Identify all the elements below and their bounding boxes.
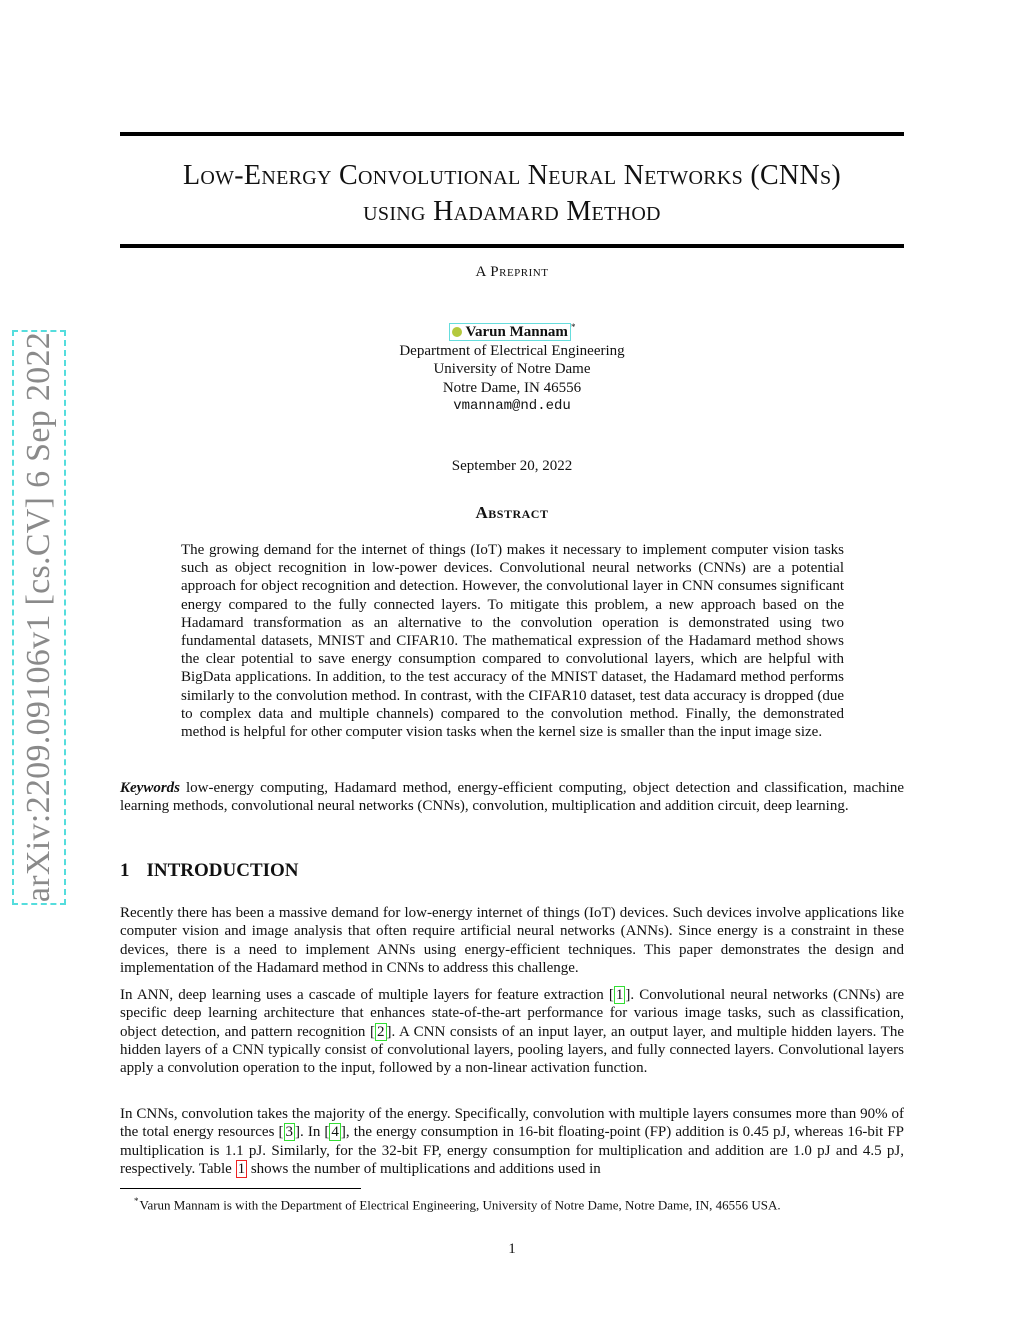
title-line-1: Low-Energy Convolutional Neural Networks (CNNs) <box>182 160 842 191</box>
author-block <box>0 318 1024 416</box>
paragraph-text: ], the energy consumption in 16-bit floating-point (FP) addition is 0.45 pJ, whereas 16-bit FP multiplication is 1.1 pJ. Similarly, for the 32-bit FP, energy consumption for multiplication and addition are 1.0 pJ and 4.5 pJ, respectively. Table <box>120 1124 904 1177</box>
keywords-label: Keywords <box>120 780 180 796</box>
intro-paragraph-3 <box>120 1105 904 1178</box>
title-top-rule <box>120 132 904 136</box>
paragraph-text: ]. A CNN consists of an input layer, an output layer, and multiple hidden layers. The hidden layers of a CNN typically consist of convolutional layers, pooling layers, and fully connected layers. Convolutional layers apply a convolution operation to the input, followed by a non-linear activation function. <box>120 1023 904 1077</box>
footnote-marker: * <box>134 1196 139 1206</box>
author-name: Varun Mannam <box>465 324 568 340</box>
author-footnote-marker[interactable]: * <box>570 322 576 332</box>
author-location: Notre Dame, IN 46556 <box>442 379 582 396</box>
footnote-rule <box>120 1188 361 1189</box>
paper-title <box>120 158 904 230</box>
preprint-label: A Preprint <box>475 264 549 280</box>
section-title: INTRODUCTION <box>146 860 299 881</box>
citation-link[interactable]: 4 <box>331 1124 339 1141</box>
author-email[interactable]: vmannam@nd.edu <box>453 398 571 414</box>
title-bottom-rule <box>120 244 904 248</box>
citation-link[interactable]: 2 <box>377 1023 385 1040</box>
section-heading <box>120 860 299 882</box>
intro-paragraph-2 <box>120 986 904 1077</box>
footnote <box>120 1193 920 1213</box>
intro-paragraph-1: Recently there has been a massive demand for low-energy internet of things (IoT) devices. Such devices involve applications like computer vision and image analysis that often require artificial neural networks (ANNs). Since energy is a constraint in these devices, there is a need to implement ANNs using energy-efficient techniques. This paper demonstrates the design and implementation of the Hadamard method in CNNs to address this challenge. <box>120 905 904 976</box>
paper-date: September 20, 2022 <box>451 458 573 474</box>
keywords-paragraph <box>120 779 904 815</box>
paragraph-text: shows the number of multiplications and additions used in <box>247 1160 601 1177</box>
abstract-text: The growing demand for the internet of things (IoT) makes it necessary to implement computer vision tasks such as object recognition in low-power devices. Convolutional neural networks (CNNs) are a potential approach for object recognition and detection. However, the convolutional layer in CNN consumes significant energy compared to the fully connected layers. To mitigate this problem, a new approach based on the Hadamard transformation as an alternative to the convolution operation is demonstrated using two fundamental datasets, MNIST and CIFAR10. The mathematical expression of the Hadamard method shows the clear potential to save energy consumption compared to convolutional layers, which are helpful with BigData applications. In addition, to the test accuracy of the MNIST dataset, the Hadamard method performs similarly to the convolution method. In contrast, with the CIFAR10 dataset, test data accuracy is dropped (due to complex data and multiple channels) compared to the convolution method. Finally, the demonstrated method is helpful for other computer vision tasks when the kernel size is smaller than the input image size. <box>181 542 844 741</box>
title-line-2: using Hadamard Method <box>363 196 661 227</box>
table-reference-link[interactable]: 1 <box>237 1160 246 1177</box>
paragraph-text: In CNNs, convolution takes the majority of the energy. Specifically, convolution with multiple layers consumes more than 90% of the total energy resources [ <box>120 1106 904 1141</box>
orcid-icon[interactable] <box>452 327 462 337</box>
arxiv-identifier[interactable]: arXiv:2209.09106v1 [cs.CV] 6 Sep 2022 <box>20 331 57 903</box>
author-department: Department of Electrical Engineering <box>399 342 625 359</box>
footnote-text: Varun Mannam is with the Department of Electrical Engineering, University of Notre Dame, Notre Dame, IN, 46556 USA. <box>139 1197 781 1213</box>
keywords-text: low-energy computing, Hadamard method, energy-efficient computing, object detection and classification, machine learning methods, convolutional neural networks (CNNs), convolution, multiplication and addition circuit, deep learning. <box>120 780 904 815</box>
page-number: 1 <box>508 1241 516 1257</box>
author-university: University of Notre Dame <box>433 361 591 377</box>
paragraph-text: ]. Convolutional neural networks (CNNs) are specific deep learning architecture that enhances state-of-the-art performance for various image tasks, such as classification, object detection, and pattern recognition [ <box>120 987 904 1040</box>
citation-link[interactable]: 3 <box>285 1124 293 1141</box>
author-name-link[interactable] <box>449 323 571 341</box>
abstract-heading: Abstract <box>475 503 549 522</box>
paragraph-text: ]. In [ <box>295 1124 330 1141</box>
citation-link[interactable]: 1 <box>615 987 624 1003</box>
section-number: 1 <box>120 860 130 881</box>
paragraph-text: In ANN, deep learning uses a cascade of multiple layers for feature extraction [ <box>120 987 614 1003</box>
